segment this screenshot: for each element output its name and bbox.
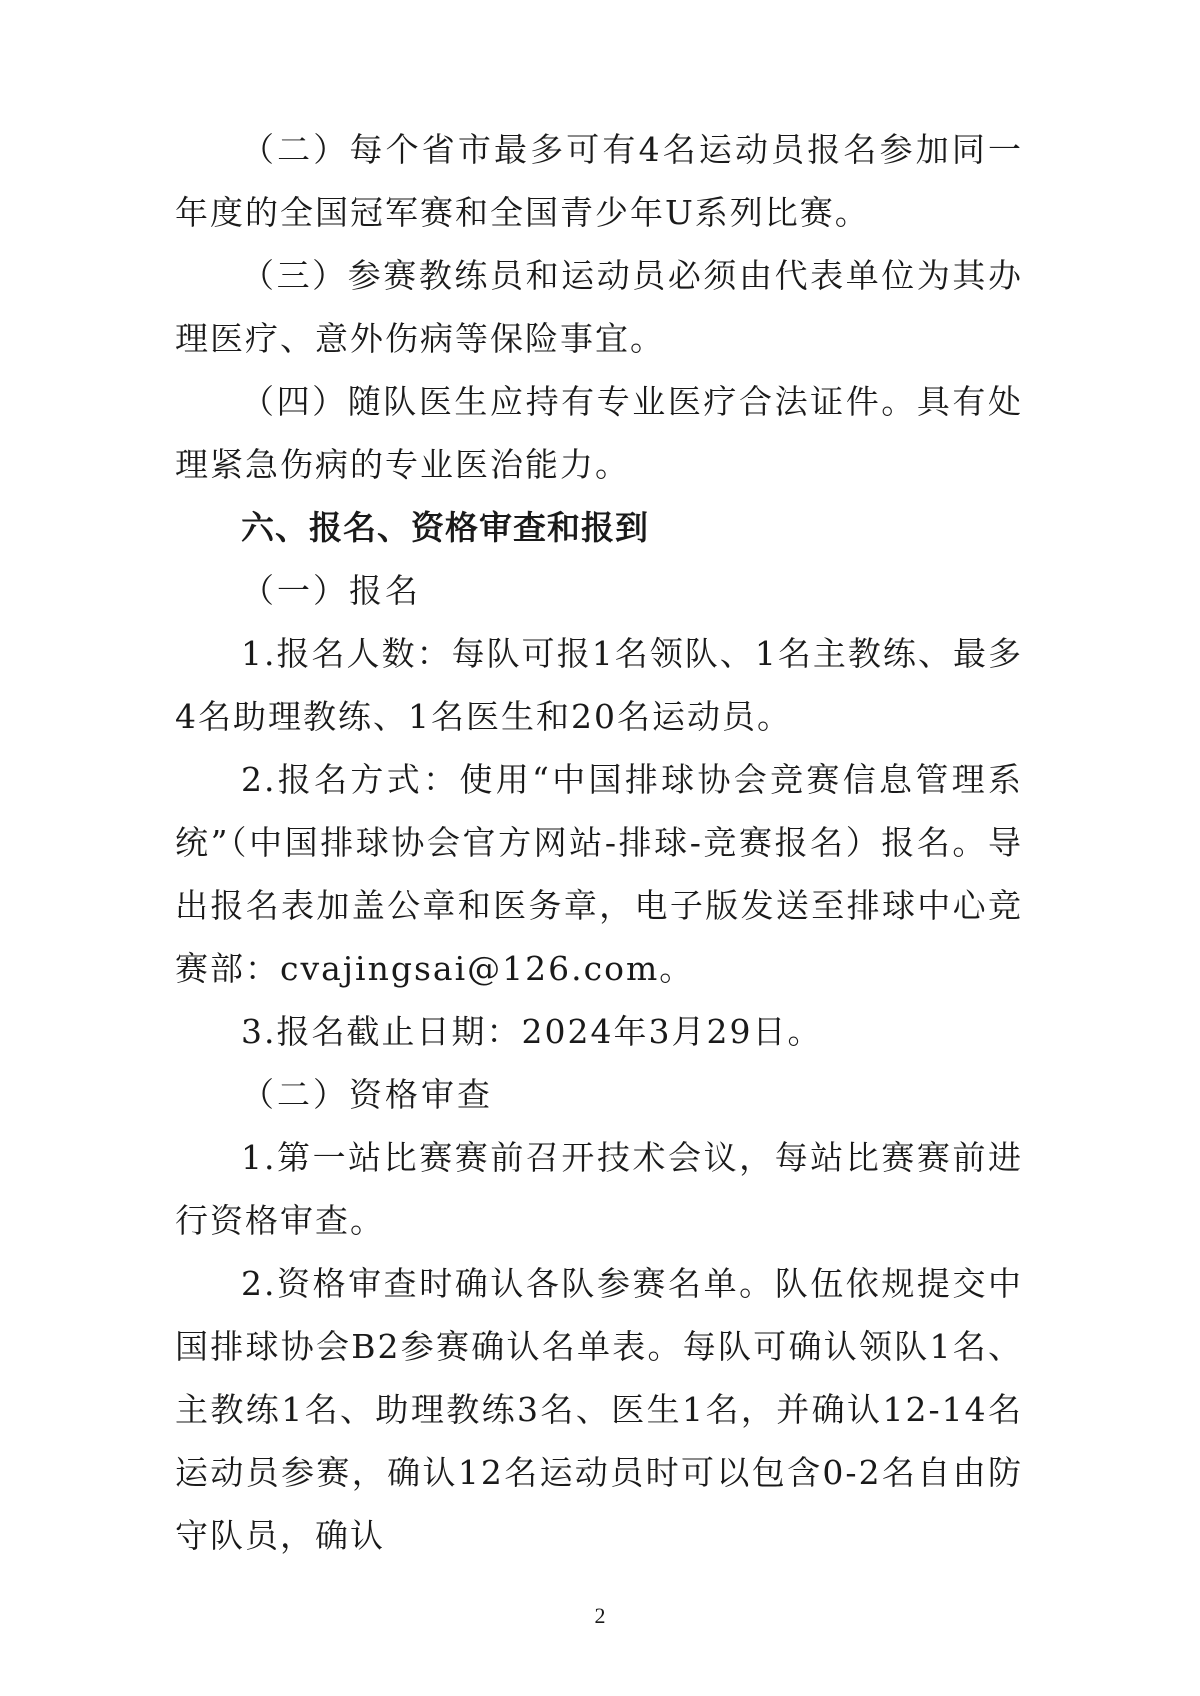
page-number: 2	[594, 1603, 606, 1628]
paragraph-registration-count: 1.报名人数：每队可报1名领队、1名主教练、最多4名助理教练、1名医生和20名运动员。	[175, 634, 1023, 736]
subsection-heading-registration: （一）报名	[241, 571, 421, 610]
section-heading-6: 六、报名、资格审查和报到	[241, 508, 649, 547]
paragraph-item-4: （四）随队医生应持有专业医疗合法证件。具有处理紧急伤病的专业医治能力。	[175, 382, 1023, 484]
paragraph-item-2: （二）每个省市最多可有4名运动员报名参加同一年度的全国冠军赛和全国青少年U系列比赛。	[175, 130, 1023, 232]
document-body	[175, 118, 1023, 1567]
paragraph-technical-meeting: 1.第一站比赛赛前召开技术会议，每站比赛赛前进行资格审查。	[175, 1138, 1023, 1240]
paragraph-item-3: （三）参赛教练员和运动员必须由代表单位为其办理医疗、意外伤病等保险事宜。	[175, 256, 1023, 358]
paragraph-registration-method: 2.报名方式：使用“中国排球协会竞赛信息管理系统”（中国排球协会官方网站-排球-竞赛报名）报名。导出报名表加盖公章和医务章，电子版发送至排球中心竞赛部：cvajingsai@126.com。	[175, 760, 1023, 988]
paragraph-roster-confirmation: 2.资格审查时确认各队参赛名单。队伍依规提交中国排球协会B2参赛确认名单表。每队可确认领队1名、主教练1名、助理教练3名、医生1名，并确认12-14名运动员参赛，确认12名运动员时可以包含0-2名自由防守队员，确认	[175, 1264, 1023, 1555]
paragraph-registration-deadline: 3.报名截止日期：2024年3月29日。	[241, 1012, 823, 1051]
subsection-heading-qualification: （二）资格审查	[241, 1075, 493, 1114]
